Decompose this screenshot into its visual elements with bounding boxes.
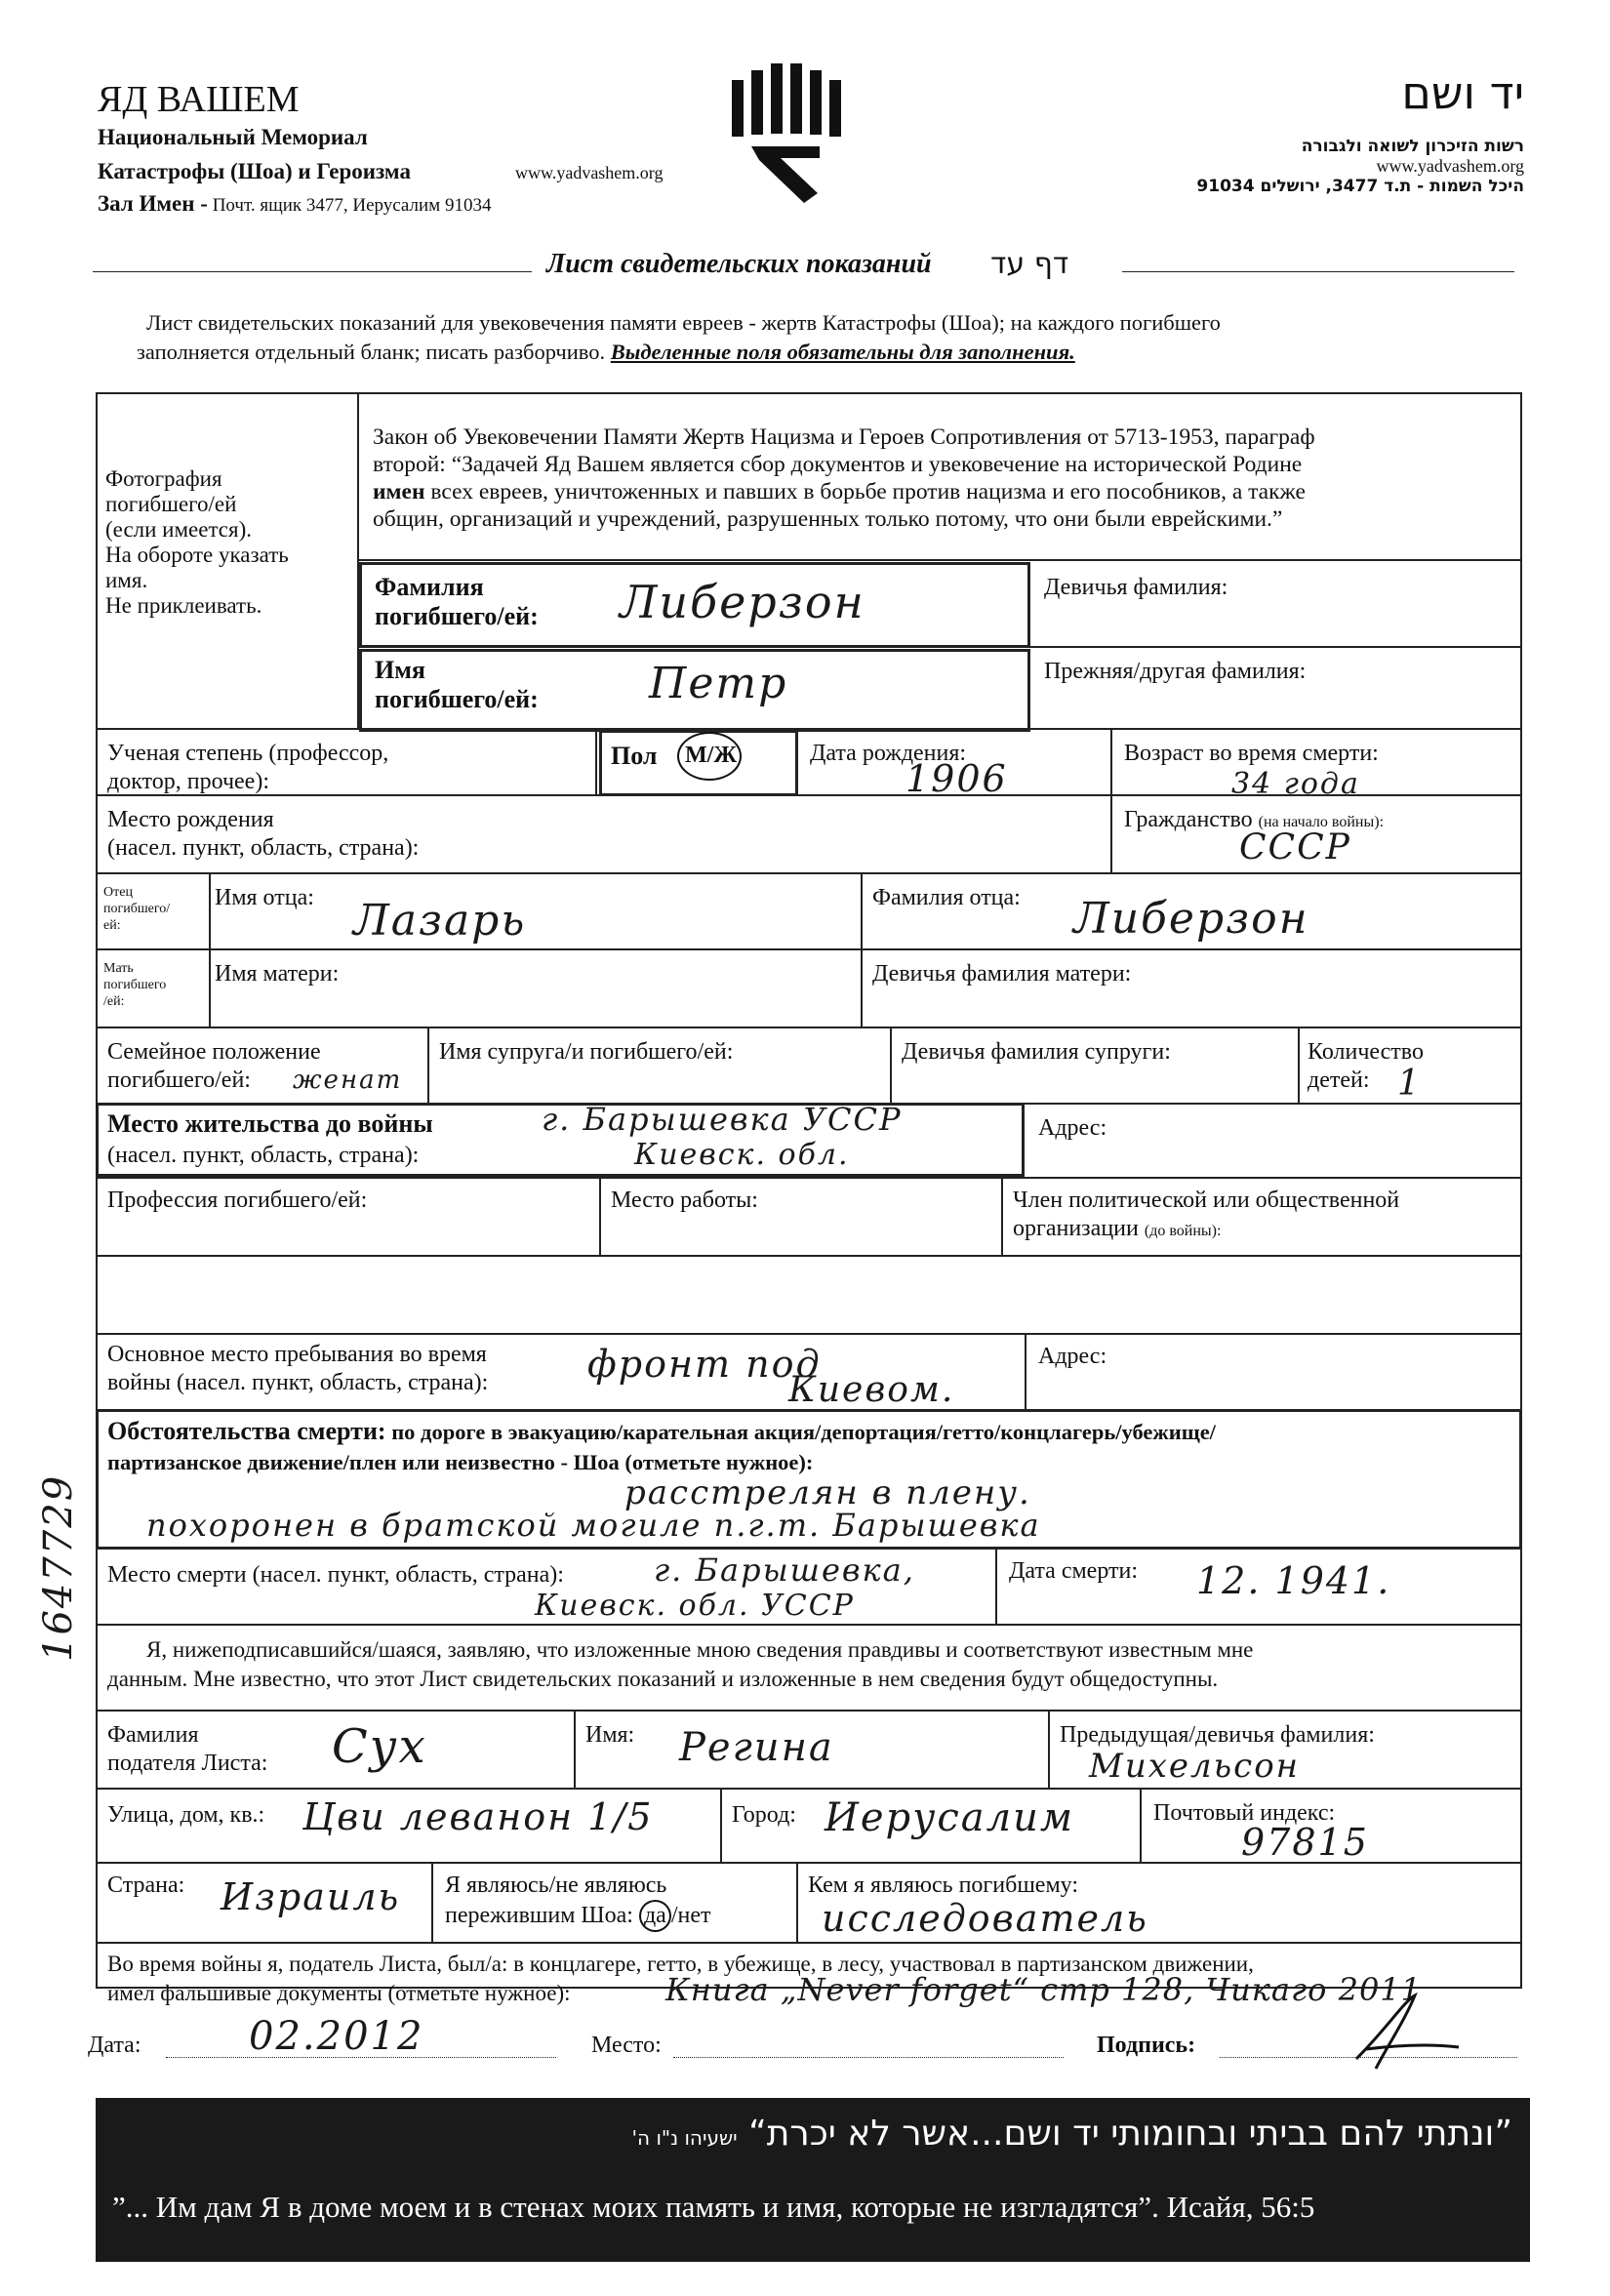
children-label-2: детей: [1308,1067,1370,1093]
country-label: Страна: [107,1873,185,1898]
date-value[interactable]: 02.2012 [249,2014,424,2059]
law-text [373,423,1315,533]
membership-label-1: Член политической или общественной [1013,1188,1400,1213]
mother-name-label: Имя матери: [215,961,340,987]
submitter-wartime-label-1: Во время войны я, податель Листа, был/а: в концлагере, гетто, в убежище, в лесу, участвовал в партизанском движении, [107,1952,1254,1976]
citizenship-label-main: Гражданство [1124,807,1253,832]
place-label: Место: [591,2033,662,2058]
other-name-label: Прежняя/другая фамилия: [1044,659,1307,684]
marital-value[interactable]: женат [293,1066,403,1095]
mother-side-1: Мать [103,961,134,976]
intro-line2-text: заполняется отдельный бланк; писать разборчиво. [137,340,606,364]
father-surname-value[interactable]: Либерзон [1073,894,1309,944]
birthplace-label-2: (насел. пункт, область, страна): [107,835,420,861]
place-line [673,2057,1064,2058]
father-surname-label: Фамилия отца: [872,885,1021,910]
law-line-3-rest: всех евреев, уничтоженных и павших в борьбе против нацизма и его пособников, а также [424,479,1306,504]
survivor-label [445,1872,710,1932]
website-right: www.yadvashem.org [1376,156,1524,176]
po-box: Почт. ящик 3477, Иерусалим 91034 [212,195,492,216]
residence-label: Место жительства до войны [107,1109,433,1138]
zip-label: Почтовый индекс: [1153,1800,1336,1826]
father-side-label [103,884,170,934]
residence-sublabel: (насел. пункт, область, страна): [107,1143,420,1168]
death-date-value[interactable]: 12. 1941. [1196,1559,1391,1602]
gender-label: Пол [611,742,658,770]
country-value[interactable]: Израиль [221,1875,401,1918]
quote-russian [112,2190,1314,2225]
spouse-maiden-label: Девичья фамилия супруги: [902,1039,1171,1065]
degree-label [107,740,388,796]
row-street-top [96,1788,1522,1790]
quote-hebrew [244,2114,1512,2154]
death-circ-value-2[interactable]: похоронен в братской могиле п.г.т. Барышевка [146,1507,1041,1544]
citizenship-note: (на начало войны): [1258,814,1385,830]
name-mid-rule [1030,646,1522,648]
submitter-surname-label [107,1721,267,1778]
row-country-top [96,1862,1522,1864]
membership-label [1013,1187,1399,1243]
quote-russian-text: ”... Им дам Я в доме моем и в стенах моих память и имя, которые не изгладятся”. [112,2190,1159,2224]
mother-maiden-label: Девичья фамилия матери: [872,961,1132,987]
children-value[interactable]: 1 [1397,1064,1422,1104]
wartime-label-2: войны (насел. пункт, область, страна): [107,1370,489,1395]
survivor-yes-circled[interactable]: да [639,1900,671,1932]
website-left: www.yadvashem.org [515,163,664,182]
citizenship-top [1110,794,1522,796]
survivor-label-2-text: пережившим Шоа: [445,1903,633,1928]
law-line-4: общин, организаций и учреждений, разрушенных только потому, что они были еврейскими.” [373,506,1283,532]
degree-label-1: Ученая степень (профессор, [107,741,389,766]
city-divider [1140,1788,1142,1862]
title-rule-left [93,271,532,272]
residence-right-top [1025,1103,1522,1105]
submitter-wartime-label-2: имел фальшивые документы (отметьте нужное): [107,1981,571,2005]
law-line-2: второй: “Задачей Яд Вашем является сбор документов и увековечение на исторической Родине [373,452,1303,477]
death-circ-label-bold: Обстоятельства смерти: [107,1417,386,1445]
org-line2-he: היכל השמות - ת.ד 3477, ירושלים 91034 [1196,177,1524,196]
marital-label-1: Семейное положение [107,1039,321,1065]
zip-value[interactable]: 97815 [1241,1821,1369,1864]
row-profession-top [96,1177,1522,1179]
quote-hebrew-source: ישעיהו נ"ו ה' [631,2126,738,2150]
city-label: Город: [732,1802,796,1828]
row-degree-top [96,728,1522,730]
photo-label [105,466,289,619]
survivor-divider [796,1862,798,1942]
law-line-3 [373,478,1315,505]
firstname-label [375,656,539,714]
profession-label: Профессия погибшего/ей: [107,1188,368,1213]
membership-note: (до войны): [1144,1223,1222,1239]
row-mother-top [96,948,1522,950]
law-line-1: Закон об Увековечении Памяти Жертв Нацизма и Героев Сопротивления от 5713-1953, параграф [373,424,1315,450]
photo-label-1: Фотография [105,466,222,491]
gender-options[interactable]: М/Ж [685,743,738,768]
intro-line1: Лист свидетельских показаний для увековечения памяти евреев - жертв Катастрофы (Шоа); на каждого погибшего [146,310,1221,335]
death-circ-label [107,1417,1216,1446]
spouse-divider [890,1027,892,1103]
father-side-1: Отец [103,885,133,900]
submitter-surname-label-2: подателя Листа: [107,1751,268,1776]
wartime-divider [1025,1333,1026,1409]
row-father-top [96,872,1522,874]
street-divider [720,1788,722,1862]
age-value[interactable]: 34 года [1231,767,1360,801]
relation-value[interactable]: исследователь [822,1897,1148,1940]
submitter-wartime-value[interactable]: Книга „Never forget“ стр 128, Чикаго 2011 [665,1971,1423,2008]
birthplace-label [107,806,419,863]
membership-label-2 [1013,1215,1399,1243]
marital-label [107,1038,321,1095]
row-declaration-top [96,1624,1522,1626]
mother-side-2: погибшего [103,978,167,992]
country-divider [431,1862,433,1942]
declaration-line-1: Я, нижеподписавшийся/шаяся, заявляю, что изложенные мною сведения правдивы и соответствуют известным мне [146,1637,1254,1662]
required-note: Выделенные поля обязательны для заполнения. [610,340,1075,364]
row-wartime-top [96,1333,1522,1335]
father-side-2: погибшего/ [103,902,171,916]
citizenship-divider [1110,794,1112,872]
org-line2-ru: Катастрофы (Шоа) и Героизма [98,159,411,183]
signature-label: Подпись: [1097,2033,1196,2058]
org-title-ru: ЯД ВАШЕМ [98,79,300,120]
quote-russian-source: Исайя, 56:5 [1166,2190,1315,2224]
hall-of-names: Зал Имен - [98,191,208,216]
workplace-label: Место работы: [611,1188,758,1213]
residence-address-label: Адрес: [1038,1115,1107,1141]
signature-scribble [1347,1991,1464,2078]
residence-value-1[interactable]: г. Барышевка УССР [542,1101,903,1138]
org-line1-he: רשות הזיכרון לשואה ולגבורה [1301,137,1524,156]
wartime-address-label: Адрес: [1038,1344,1107,1369]
firstname-label-2: погибшего/ей: [375,685,539,713]
org-line3-ru [98,191,491,217]
birth-date-label: Дата рождения: [810,741,967,766]
margin-number: 1647729 [36,1473,81,1662]
degree-label-2: доктор, прочее): [107,769,269,794]
firstname-label-1: Имя [375,656,425,684]
wartime-value-2[interactable]: Киевом. [788,1370,955,1410]
submitter-name-value[interactable]: Регина [679,1725,834,1770]
row-birthplace-top [96,794,1110,796]
birthplace-label-1: Место рождения [107,807,274,832]
surname-value[interactable]: Либерзон [620,576,865,628]
row-family-top [96,1027,1522,1028]
death-circ-value-1[interactable]: расстрелян в плену. [624,1473,1031,1512]
survivor-label-1: Я являюсь/не являюсь [445,1873,667,1898]
photo-label-4: На обороте указать [105,543,289,567]
street-value[interactable]: Цви леванон 1/5 [302,1795,654,1838]
death-circ-label-rest: по дороге в эвакуацию/карательная акция/депортация/гетто/концлагерь/убежище/ [391,1420,1216,1444]
children-label-1: Количество [1308,1039,1424,1065]
birth-date-value[interactable]: 1906 [906,757,1008,800]
submitter-prev-label: Предыдущая/девичья фамилия: [1060,1722,1375,1748]
law-names-bold: имен [373,479,425,504]
death-circ-label-2: партизанское движение/плен или неизвестно - Шоа (отметьте нужное): [107,1450,814,1474]
surname-label-2: погибшего/ей: [375,602,539,630]
date-label: Дата: [88,2033,141,2058]
father-name-label: Имя отца: [215,885,314,910]
submitter-surname-divider [574,1710,576,1788]
profession-divider [599,1177,601,1255]
row-submitter-top [96,1710,1522,1712]
death-place-label: Место смерти (насел. пункт, область, страна): [107,1562,564,1588]
membership-label-2-text: организации [1013,1216,1139,1241]
survivor-no[interactable]: нет [677,1903,711,1928]
marital-label-2: погибшего/ей: [107,1067,251,1093]
death-place-value-2[interactable]: Киевск. обл. УССР [535,1589,855,1623]
age-label: Возраст во время смерти: [1124,741,1379,766]
birth-divider [1110,728,1112,794]
org-title-he: יד ושם [1401,66,1524,119]
gender-circle [677,732,742,781]
death-date-label: Дата смерти: [1009,1558,1139,1584]
photo-label-2: погибшего/ей [105,492,237,516]
declaration-line-2: данным. Мне известно, что этот Лист свидетельских показаний и изложенные в нем сведения будут общедоступны. [107,1667,1219,1691]
maiden-name-label: Девичья фамилия: [1044,575,1228,600]
workplace-divider [1001,1177,1003,1255]
photo-label-6: Не приклеивать. [105,593,262,618]
sheet-title: Лист свидетельских показаний [546,249,932,279]
residence-value-2[interactable]: Киевск. обл. [634,1138,850,1172]
yad-vashem-logo [722,59,854,205]
photo-label-5: имя. [105,568,148,592]
death-date-divider [995,1550,997,1624]
wartime-label-1: Основное место пребывания во время [107,1342,487,1367]
father-side-3: ей: [103,918,121,933]
citizenship-value[interactable]: СССР [1239,827,1351,867]
submitter-surname-label-1: Фамилия [107,1722,199,1748]
marital-divider [427,1027,429,1103]
firstname-value[interactable]: Петр [649,659,788,708]
title-rule-right [1122,271,1514,272]
submitter-surname-value[interactable]: Сух [332,1719,427,1774]
row-wartime-sub-top [96,1942,1522,1944]
submitter-name-divider [1048,1710,1050,1788]
father-name-value[interactable]: Лазарь [353,896,527,946]
children-divider [1298,1027,1300,1103]
surname-label [375,573,539,631]
street-label: Улица, дом, кв.: [107,1802,265,1828]
submitter-prev-value[interactable]: Михельсон [1089,1747,1301,1786]
mother-side-3: /ей: [103,994,125,1009]
survivor-label-2: пережившим Шоа: да /нет [445,1900,710,1932]
quote-hebrew-text: ”ונתתי להם בביתי ובחומותי יד ושם...אשר לא יכרת“ [748,2114,1512,2154]
submitter-name-label: Имя: [585,1722,635,1748]
surname-label-1: Фамилия [375,573,484,601]
city-value[interactable]: Иерусалим [825,1795,1075,1840]
intro-line2 [137,340,1075,365]
wartime-label [107,1341,488,1397]
org-line1-ru: Национальный Мемориал [98,125,368,149]
death-place-value-1[interactable]: г. Барышевка, [654,1551,915,1589]
wartime-value-1[interactable]: фронт под [587,1343,822,1386]
sheet-title-he: דף עד [990,247,1069,281]
mother-side-label [103,960,166,1010]
spouse-label: Имя супруга/и погибшего/ей: [439,1039,734,1065]
relation-label: Кем я являюсь погибшему: [808,1873,1078,1898]
law-bottom-rule [357,559,1522,561]
photo-label-3: (если имеется). [105,517,252,542]
degree-divider [595,728,597,794]
row-blank-top [96,1255,1522,1257]
